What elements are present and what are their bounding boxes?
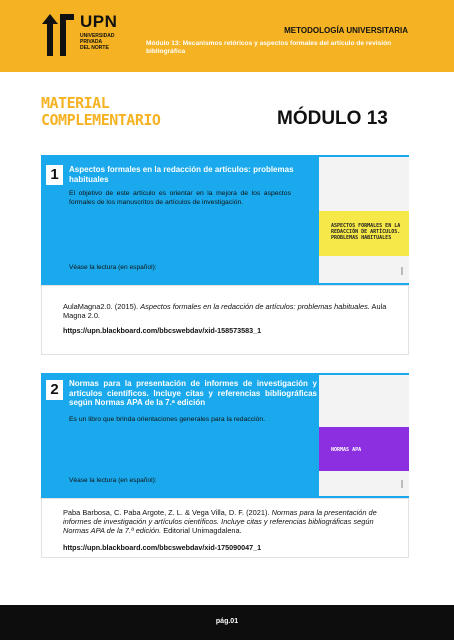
- upn-arrow-icon: [40, 12, 80, 58]
- upn-logo[interactable]: [40, 12, 120, 68]
- resource-title: Aspectos formales en la redacción de artículos: problemas habituales: [69, 165, 294, 184]
- resource-summary: [41, 373, 409, 498]
- logo-subtitle: UNIVERSIDAD PRIVADA DEL NORTE: [80, 33, 115, 51]
- cover-mark: [401, 480, 403, 488]
- module-subtitle: Módulo 13: Mecanismos retóricos y aspectos formales del artículo de revisión bibliográfica: [146, 40, 392, 55]
- resource-description: El objetivo de este artículo es orientar en la mejora de los aspectos formales de los manuscritos de artículos de investigación.: [69, 190, 291, 206]
- logo-text: UPN: [80, 12, 118, 31]
- header-band: [0, 0, 454, 72]
- citation: Paba Barbosa, C. Paba Argote, Z. L. & Vega Villa, D. F. (2021). Normas para la presentación de informes de investigación y artículos científicos. Incluye citas y referencias bibliográficas según Normas APA de la 7.ª edición. Editorial Unimagdalena.: [63, 508, 377, 536]
- read-label: Véase la lectura (en español):: [69, 477, 157, 484]
- resource-reference: [41, 285, 409, 355]
- read-label: Véase la lectura (en español):: [69, 264, 157, 271]
- cover-band: NORMAS APA: [319, 427, 409, 471]
- cover-mark: [401, 267, 403, 275]
- footer-band: [0, 605, 454, 640]
- resource-title: Normas para la presentación de informes de investigación y artículos científicos. Incluye citas y referencias bibliográficas según Normas APA de la 7.ᵃ edición: [69, 379, 317, 407]
- resource-link[interactable]: https://upn.blackboard.com/bbcswebdav/xid-175090047_1: [63, 543, 262, 552]
- page-number: pág.01: [215, 618, 239, 625]
- resource-card-2: [41, 373, 409, 558]
- resource-reference: [41, 498, 409, 558]
- resource-number: 2: [46, 380, 63, 400]
- book-cover-2[interactable]: [319, 375, 409, 496]
- material-heading: MATERIAL COMPLEMENTARIO: [41, 94, 161, 129]
- resource-summary: [41, 155, 409, 285]
- resource-link[interactable]: https://upn.blackboard.com/bbcswebdav/xid-158573583_1: [63, 326, 262, 335]
- citation: AulaMagna2.0. (2015). Aspectos formales en la redacción de artículos: problemas habituales. Aula Magna 2.0.: [63, 302, 387, 321]
- resource-description: Es un libro que brinda orientaciones generales para la redacción.: [69, 416, 266, 423]
- module-heading: MÓDULO 13: [277, 108, 388, 129]
- resource-number: 1: [46, 165, 63, 185]
- cover-band: ASPECTOS FORMALES EN LA REDACCIÓN DE ARTÍCULOS. PROBLEMAS HABITUALES: [319, 211, 409, 256]
- resource-card-1: [41, 155, 409, 355]
- course-title: METODOLOGÍA UNIVERSITARIA: [284, 26, 408, 35]
- book-cover-1[interactable]: [319, 157, 409, 283]
